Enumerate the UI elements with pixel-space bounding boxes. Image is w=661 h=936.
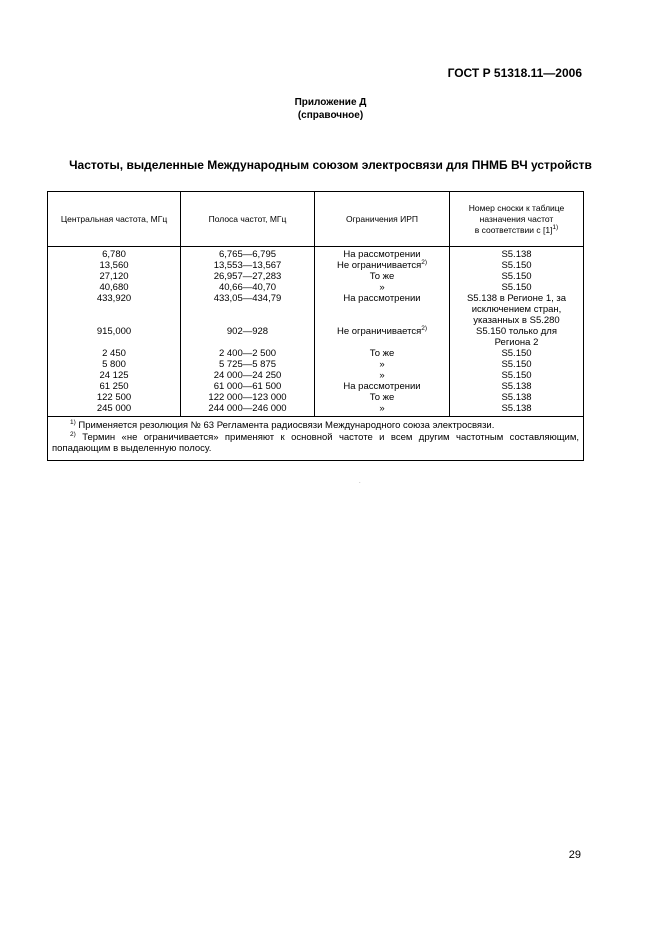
header-footnote-number — [450, 192, 584, 247]
cell-center-frequency: 122 500 — [48, 392, 181, 403]
limits-text: То же — [369, 348, 395, 359]
cell-center-frequency: 5 800 — [48, 359, 181, 370]
footnote-mark: 2) — [421, 325, 428, 332]
cell-limits — [315, 348, 450, 359]
cell-footnote-number — [450, 370, 584, 381]
footnote-1 — [52, 420, 579, 432]
cell-band: 244 000—246 000 — [181, 403, 315, 417]
limits-text: На рассмотрении — [343, 249, 421, 260]
cell-footnote-number — [450, 293, 584, 326]
cell-limits — [315, 381, 450, 392]
note-line: S5.138 — [501, 392, 532, 403]
note-line: S5.150 — [501, 282, 532, 293]
table-row — [48, 403, 584, 417]
note-line: исключением стран, — [471, 304, 562, 315]
cell-limits — [315, 282, 450, 293]
cell-band: 2 400—2 500 — [181, 348, 315, 359]
page-number: 29 — [568, 849, 581, 861]
cell-limits — [315, 326, 450, 348]
cell-band: 433,05—434,79 — [181, 293, 315, 326]
cell-center-frequency: 915,000 — [48, 326, 181, 348]
cell-band: 122 000—123 000 — [181, 392, 315, 403]
cell-footnote-number — [450, 381, 584, 392]
table-row — [48, 370, 584, 381]
cell-center-frequency: 24 125 — [48, 370, 181, 381]
appendix-title: Приложение Д — [294, 97, 367, 108]
cell-footnote-number — [450, 260, 584, 271]
footnote-mark: 2) — [421, 259, 428, 266]
cell-band: 26,957—27,283 — [181, 271, 315, 282]
table-row — [48, 282, 584, 293]
note-line: S5.138 — [501, 381, 532, 392]
cell-footnote-number — [450, 282, 584, 293]
table-body — [48, 247, 584, 417]
cell-footnote-number — [450, 359, 584, 370]
note-line: S5.138 — [501, 403, 532, 414]
footnote-mark: 1) — [70, 419, 76, 426]
cell-center-frequency: 13,560 — [48, 260, 181, 271]
limits-text: » — [379, 403, 385, 414]
table-header-row — [48, 192, 584, 247]
header-center-frequency: Центральная частота, МГц — [48, 192, 181, 247]
cell-band: 61 000—61 500 — [181, 381, 315, 392]
cell-center-frequency: 245 000 — [48, 403, 181, 417]
limits-text: На рассмотрении — [343, 381, 421, 392]
cell-band: 24 000—24 250 — [181, 370, 315, 381]
cell-footnote-number — [450, 271, 584, 282]
table-row — [48, 326, 584, 348]
table-row — [48, 293, 584, 326]
cell-limits — [315, 247, 450, 261]
header-band: Полоса частот, МГц — [181, 192, 315, 247]
table-row — [48, 359, 584, 370]
note-line: S5.150 — [501, 271, 532, 282]
table-row — [48, 381, 584, 392]
appendix-type: (справочное) — [297, 110, 364, 121]
scan-dot: . — [359, 479, 361, 485]
note-line: Региона 2 — [494, 337, 539, 348]
header-footnote-line: Номер сноски к таблице — [468, 202, 565, 213]
table-row — [48, 348, 584, 359]
cell-footnote-number — [450, 403, 584, 417]
cell-limits — [315, 392, 450, 403]
table-row — [48, 260, 584, 271]
cell-center-frequency: 6,780 — [48, 247, 181, 261]
footnote-text: Термин «не ограничивается» применяют к основной частоте и всем другим частотным составляющим, попадающим в выделенную полосу. — [52, 431, 580, 454]
header-limits: Ограничения ИРП — [315, 192, 450, 247]
cell-limits — [315, 403, 450, 417]
frequency-table — [47, 191, 584, 461]
limits-text: » — [379, 282, 385, 293]
cell-band: 902—928 — [181, 326, 315, 348]
footnote-mark: 1) — [552, 223, 559, 231]
cell-footnote-number — [450, 348, 584, 359]
cell-band: 5 725—5 875 — [181, 359, 315, 370]
table-row — [48, 247, 584, 261]
note-line: S5.150 — [501, 359, 532, 370]
cell-limits — [315, 359, 450, 370]
cell-footnote-number — [450, 247, 584, 261]
limits-text: Не ограничивается — [336, 260, 422, 271]
cell-center-frequency: 40,680 — [48, 282, 181, 293]
cell-limits — [315, 271, 450, 282]
cell-limits — [315, 370, 450, 381]
cell-band: 6,765—6,795 — [181, 247, 315, 261]
header-footnote-line: назначения частот — [479, 213, 554, 224]
note-line: S5.138 — [501, 249, 532, 260]
cell-footnote-number — [450, 392, 584, 403]
note-line: S5.150 — [501, 370, 532, 381]
cell-limits — [315, 260, 450, 271]
cell-center-frequency: 2 450 — [48, 348, 181, 359]
table-row — [48, 392, 584, 403]
cell-center-frequency: 433,920 — [48, 293, 181, 326]
note-line: S5.138 в Регионе 1, за — [466, 293, 567, 304]
footnote-mark: 2) — [70, 430, 76, 438]
cell-band: 40,66—40,70 — [181, 282, 315, 293]
limits-text: На рассмотрении — [343, 293, 421, 304]
limits-text: То же — [369, 392, 395, 403]
note-line: S5.150 только для — [476, 326, 557, 337]
footnote-text: Применяется резолюция № 63 Регламента радиосвязи Международного союза электросвязи. — [78, 420, 495, 431]
table-row — [48, 271, 584, 282]
table-footnotes — [48, 417, 584, 461]
limits-text: » — [379, 370, 385, 381]
section-title: Частоты, выделенные Международным союзом электросвязи для ПНМБ ВЧ устройств — [69, 158, 592, 172]
note-line: указанных в S5.280 — [473, 315, 560, 326]
footnote-2 — [52, 432, 579, 455]
cell-center-frequency: 61 250 — [48, 381, 181, 392]
note-line: S5.150 — [501, 260, 532, 271]
standard-code: ГОСТ Р 51318.11—2006 — [447, 66, 582, 80]
limits-text: » — [379, 359, 385, 370]
cell-footnote-number — [450, 326, 584, 348]
header-footnote-line: в соответствии с $[1]^{1)}$ — [474, 223, 559, 235]
note-line: S5.150 — [501, 348, 532, 359]
cell-center-frequency: 27,120 — [48, 271, 181, 282]
cell-band: 13,553—13,567 — [181, 260, 315, 271]
limits-text: Не ограничивается — [336, 326, 422, 337]
cell-limits — [315, 293, 450, 326]
table-footnotes-row — [48, 417, 584, 461]
limits-text: То же — [369, 271, 395, 282]
